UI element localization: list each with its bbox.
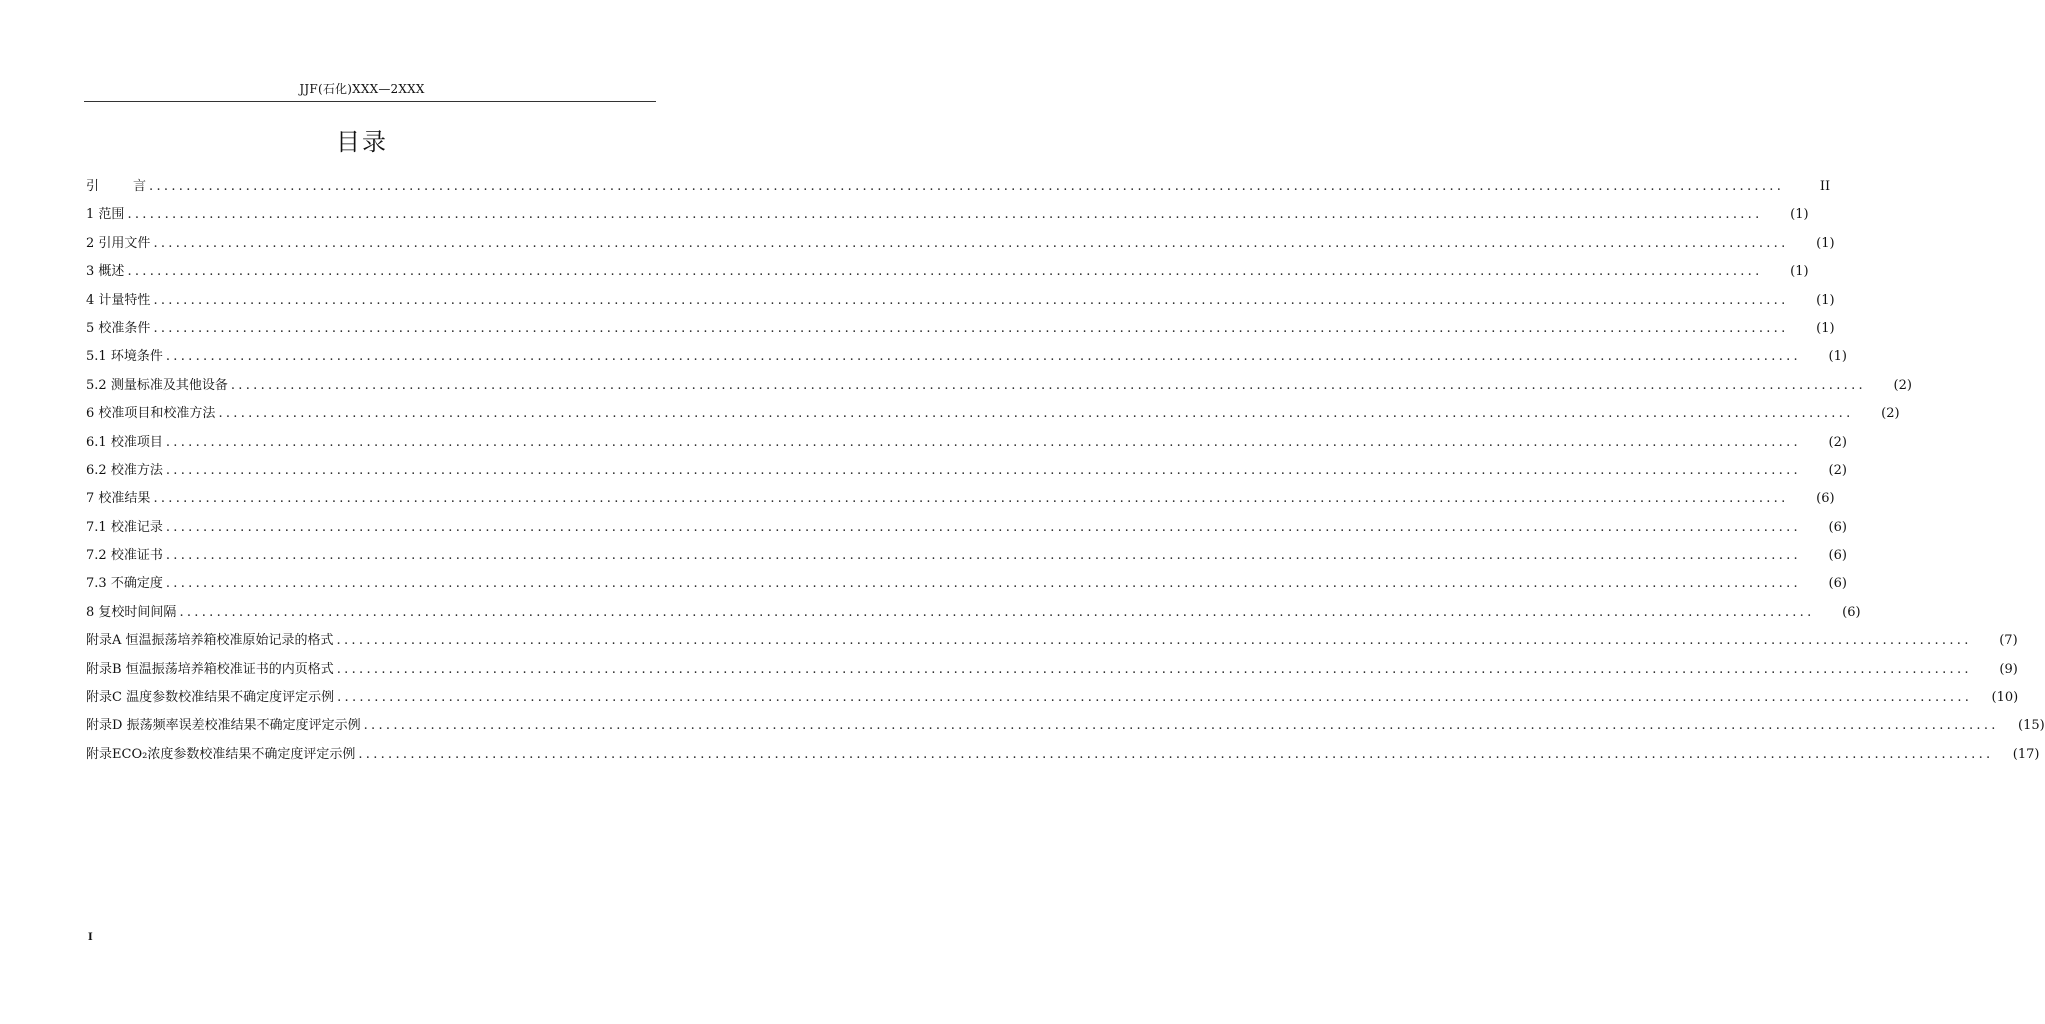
toc-entry-number: 1 [86, 207, 95, 223]
toc-entry-number: 7.2 [86, 548, 107, 564]
toc-entry-text: 校准结果 [98, 491, 151, 507]
toc-entry-measurement-standards[interactable] [86, 372, 1912, 400]
toc-entry-label [86, 514, 166, 542]
toc-entry-text: 恒温振荡培养箱校准证书的内页格式 [125, 661, 334, 677]
toc-entry-text: 引用文件 [98, 235, 151, 251]
toc-entry-environmental-conditions[interactable] [86, 343, 1847, 371]
toc-entry-text: 测量标准及其他设备 [110, 377, 228, 393]
toc-entry-uncertainty[interactable] [86, 570, 1847, 598]
toc-page-number: (7) [1999, 633, 2018, 649]
toc-leader-dots: ............................................................................................................................................................................................................................ [165, 349, 1801, 365]
toc-page-number: (1) [1828, 349, 1847, 365]
toc-entry-number: 引 [86, 179, 100, 194]
toc-entry-label [86, 570, 166, 598]
toc-entry-text: 不确定度 [110, 576, 163, 592]
toc-entry-label [86, 485, 153, 513]
toc-entry-text: 恒温振荡培养箱校准原始记录的格式 [125, 633, 334, 649]
toc-entry-label [86, 542, 166, 570]
toc-entry-number: 7.1 [86, 519, 107, 535]
toc-page-number: (17) [2012, 746, 2040, 762]
toc-leader-dots: ............................................................................................................................................................................................................................ [149, 179, 1785, 194]
toc-entry-number: 4 [86, 292, 95, 308]
toc-entry-label [86, 287, 153, 315]
toc-page-number: (1) [1790, 264, 1809, 280]
toc-leader-dots: ............................................................................................................................................................................................................................ [153, 320, 1789, 336]
toc-entry-number: 附录A [86, 633, 122, 649]
toc-page-number: (6) [1816, 491, 1835, 507]
toc-entry-text: 复校时间间隔 [98, 604, 177, 620]
toc-page-number: (6) [1828, 548, 1847, 564]
toc-entry-calibration-items[interactable] [86, 429, 1847, 457]
toc-entry-text: 校准条件 [98, 320, 151, 336]
toc-entry-number: 3 [86, 264, 95, 280]
toc-leader-dots: ............................................................................................................................................................................................................................ [165, 519, 1801, 535]
toc-entry-number: 6.2 [86, 462, 107, 478]
toc-page-number: (2) [1881, 406, 1900, 422]
toc-entry-label [86, 712, 364, 740]
toc-entry-appendix-a[interactable] [86, 627, 2018, 655]
toc-entry-text: 范围 [98, 207, 125, 223]
toc-entry-calibration-items-methods[interactable] [86, 400, 1900, 428]
toc-entry-label [86, 627, 337, 655]
toc-page-number: (2) [1828, 462, 1847, 478]
toc-entry-label [86, 656, 337, 684]
toc-entry-recalibration-interval[interactable] [86, 599, 1861, 627]
toc-entry-number: 5.2 [86, 377, 107, 393]
toc-entry-label [86, 372, 231, 400]
toc-leader-dots: ............................................................................................................................................................................................................................ [336, 633, 1972, 649]
toc-entry-label [86, 457, 166, 485]
toc-entry-label [86, 315, 153, 343]
toc-entry-number: 附录E [86, 746, 122, 762]
toc-leader-dots: ............................................................................................................................................................................................................................ [337, 690, 1973, 706]
toc-entry-text: 校准方法 [110, 462, 163, 478]
toc-entry-label [86, 201, 127, 229]
toc-entry-label [86, 258, 127, 286]
page-number: I [88, 932, 93, 943]
toc-page-number: II [1819, 179, 1831, 194]
table-of-contents [86, 173, 2045, 769]
toc-entry-scope[interactable] [86, 201, 1809, 229]
toc-leader-dots: ............................................................................................................................................................................................................................ [363, 718, 1999, 734]
toc-entry-number: 附录D [86, 718, 123, 734]
toc-leader-dots: ............................................................................................................................................................................................................................ [153, 292, 1789, 308]
toc-entry-text: 温度参数校准结果不确定度评定示例 [126, 690, 335, 706]
toc-entry-label [86, 343, 166, 371]
toc-leader-dots: ............................................................................................................................................................................................................................ [358, 746, 1994, 762]
toc-entry-text: 校准证书 [110, 548, 163, 564]
toc-page-number: (6) [1842, 604, 1861, 620]
toc-entry-number: 5.1 [86, 349, 107, 365]
toc-entry-number: 2 [86, 235, 95, 251]
toc-entry-text: 校准项目和校准方法 [98, 406, 216, 422]
toc-entry-appendix-b[interactable] [86, 656, 2018, 684]
toc-entry-number: 附录B [86, 661, 122, 677]
toc-entry-label [86, 429, 166, 457]
toc-leader-dots: ............................................................................................................................................................................................................................ [165, 462, 1801, 478]
toc-entry-number: 7 [86, 491, 95, 507]
toc-leader-dots: ............................................................................................................................................................................................................................ [165, 576, 1801, 592]
toc-leader-dots: ............................................................................................................................................................................................................................ [218, 406, 1854, 422]
toc-leader-dots: ............................................................................................................................................................................................................................ [127, 207, 1763, 223]
toc-entry-number: 7.3 [86, 576, 107, 592]
toc-leader-dots: ............................................................................................................................................................................................................................ [153, 491, 1789, 507]
toc-entry-text: CO₂浓度参数校准结果不确定度评定示例 [121, 746, 356, 762]
toc-page-number: (6) [1828, 576, 1847, 592]
toc-page-number: (2) [1893, 377, 1912, 393]
toc-entry-number: 6 [86, 406, 95, 422]
document-code-header: JJF(石化)XXX—2XXX [299, 82, 425, 96]
toc-leader-dots: ............................................................................................................................................................................................................................ [230, 377, 1866, 393]
toc-leader-dots: ............................................................................................................................................................................................................................ [153, 235, 1789, 251]
toc-entry-label [86, 173, 149, 201]
toc-entry-number: 8 [86, 604, 95, 620]
toc-entry-calibration-methods[interactable] [86, 457, 1847, 485]
toc-entry-appendix-c[interactable] [86, 684, 2019, 712]
toc-entry-metrological-characteristics[interactable] [86, 287, 1835, 315]
toc-page-number: (2) [1828, 434, 1847, 450]
toc-page-number: (1) [1790, 207, 1809, 223]
toc-entry-text: 环境条件 [110, 349, 163, 365]
toc-entry-calibration-results[interactable] [86, 485, 1835, 513]
toc-page-number: (1) [1816, 235, 1835, 251]
toc-entry-calibration-conditions[interactable] [86, 315, 1835, 343]
toc-leader-dots: ............................................................................................................................................................................................................................ [127, 264, 1763, 280]
toc-entry-text: 计量特性 [98, 292, 151, 308]
toc-page-number: (1) [1816, 320, 1835, 336]
toc-entry-number: 5 [86, 320, 95, 336]
toc-entry-foreword[interactable] [86, 173, 1831, 201]
header-divider [84, 101, 656, 102]
toc-page-number: (1) [1816, 292, 1835, 308]
toc-entry-references[interactable] [86, 230, 1835, 258]
toc-page-number: (15) [2018, 718, 2045, 734]
toc-entry-text: 校准记录 [110, 519, 163, 535]
toc-entry-number: 附录C [86, 690, 122, 706]
toc-entry-number: 6.1 [86, 434, 107, 450]
toc-leader-dots: ............................................................................................................................................................................................................................ [179, 604, 1815, 620]
toc-page-number: (9) [1999, 661, 2018, 677]
toc-entry-label [86, 400, 218, 428]
toc-page-number: (10) [1991, 690, 2019, 706]
toc-entry-calibration-records[interactable] [86, 514, 1847, 542]
toc-entry-appendix-e[interactable] [86, 741, 2040, 769]
toc-entry-overview[interactable] [86, 258, 1809, 286]
toc-leader-dots: ............................................................................................................................................................................................................................ [336, 661, 1972, 677]
toc-page-number: (6) [1828, 519, 1847, 535]
toc-entry-appendix-d[interactable] [86, 712, 2045, 740]
toc-leader-dots: ............................................................................................................................................................................................................................ [165, 548, 1801, 564]
toc-entry-text: 言 [133, 179, 147, 194]
toc-entry-text: 概述 [98, 264, 125, 280]
toc-entry-label [86, 741, 358, 769]
toc-entry-text: 振荡频率误差校准结果不确定度评定示例 [126, 718, 361, 734]
toc-entry-label [86, 684, 337, 712]
toc-entry-calibration-certificate[interactable] [86, 542, 1847, 570]
toc-entry-label [86, 230, 153, 258]
toc-leader-dots: ............................................................................................................................................................................................................................ [165, 434, 1801, 450]
page-title: 目录 [336, 128, 388, 156]
toc-entry-label [86, 599, 179, 627]
toc-entry-text: 校准项目 [110, 434, 163, 450]
